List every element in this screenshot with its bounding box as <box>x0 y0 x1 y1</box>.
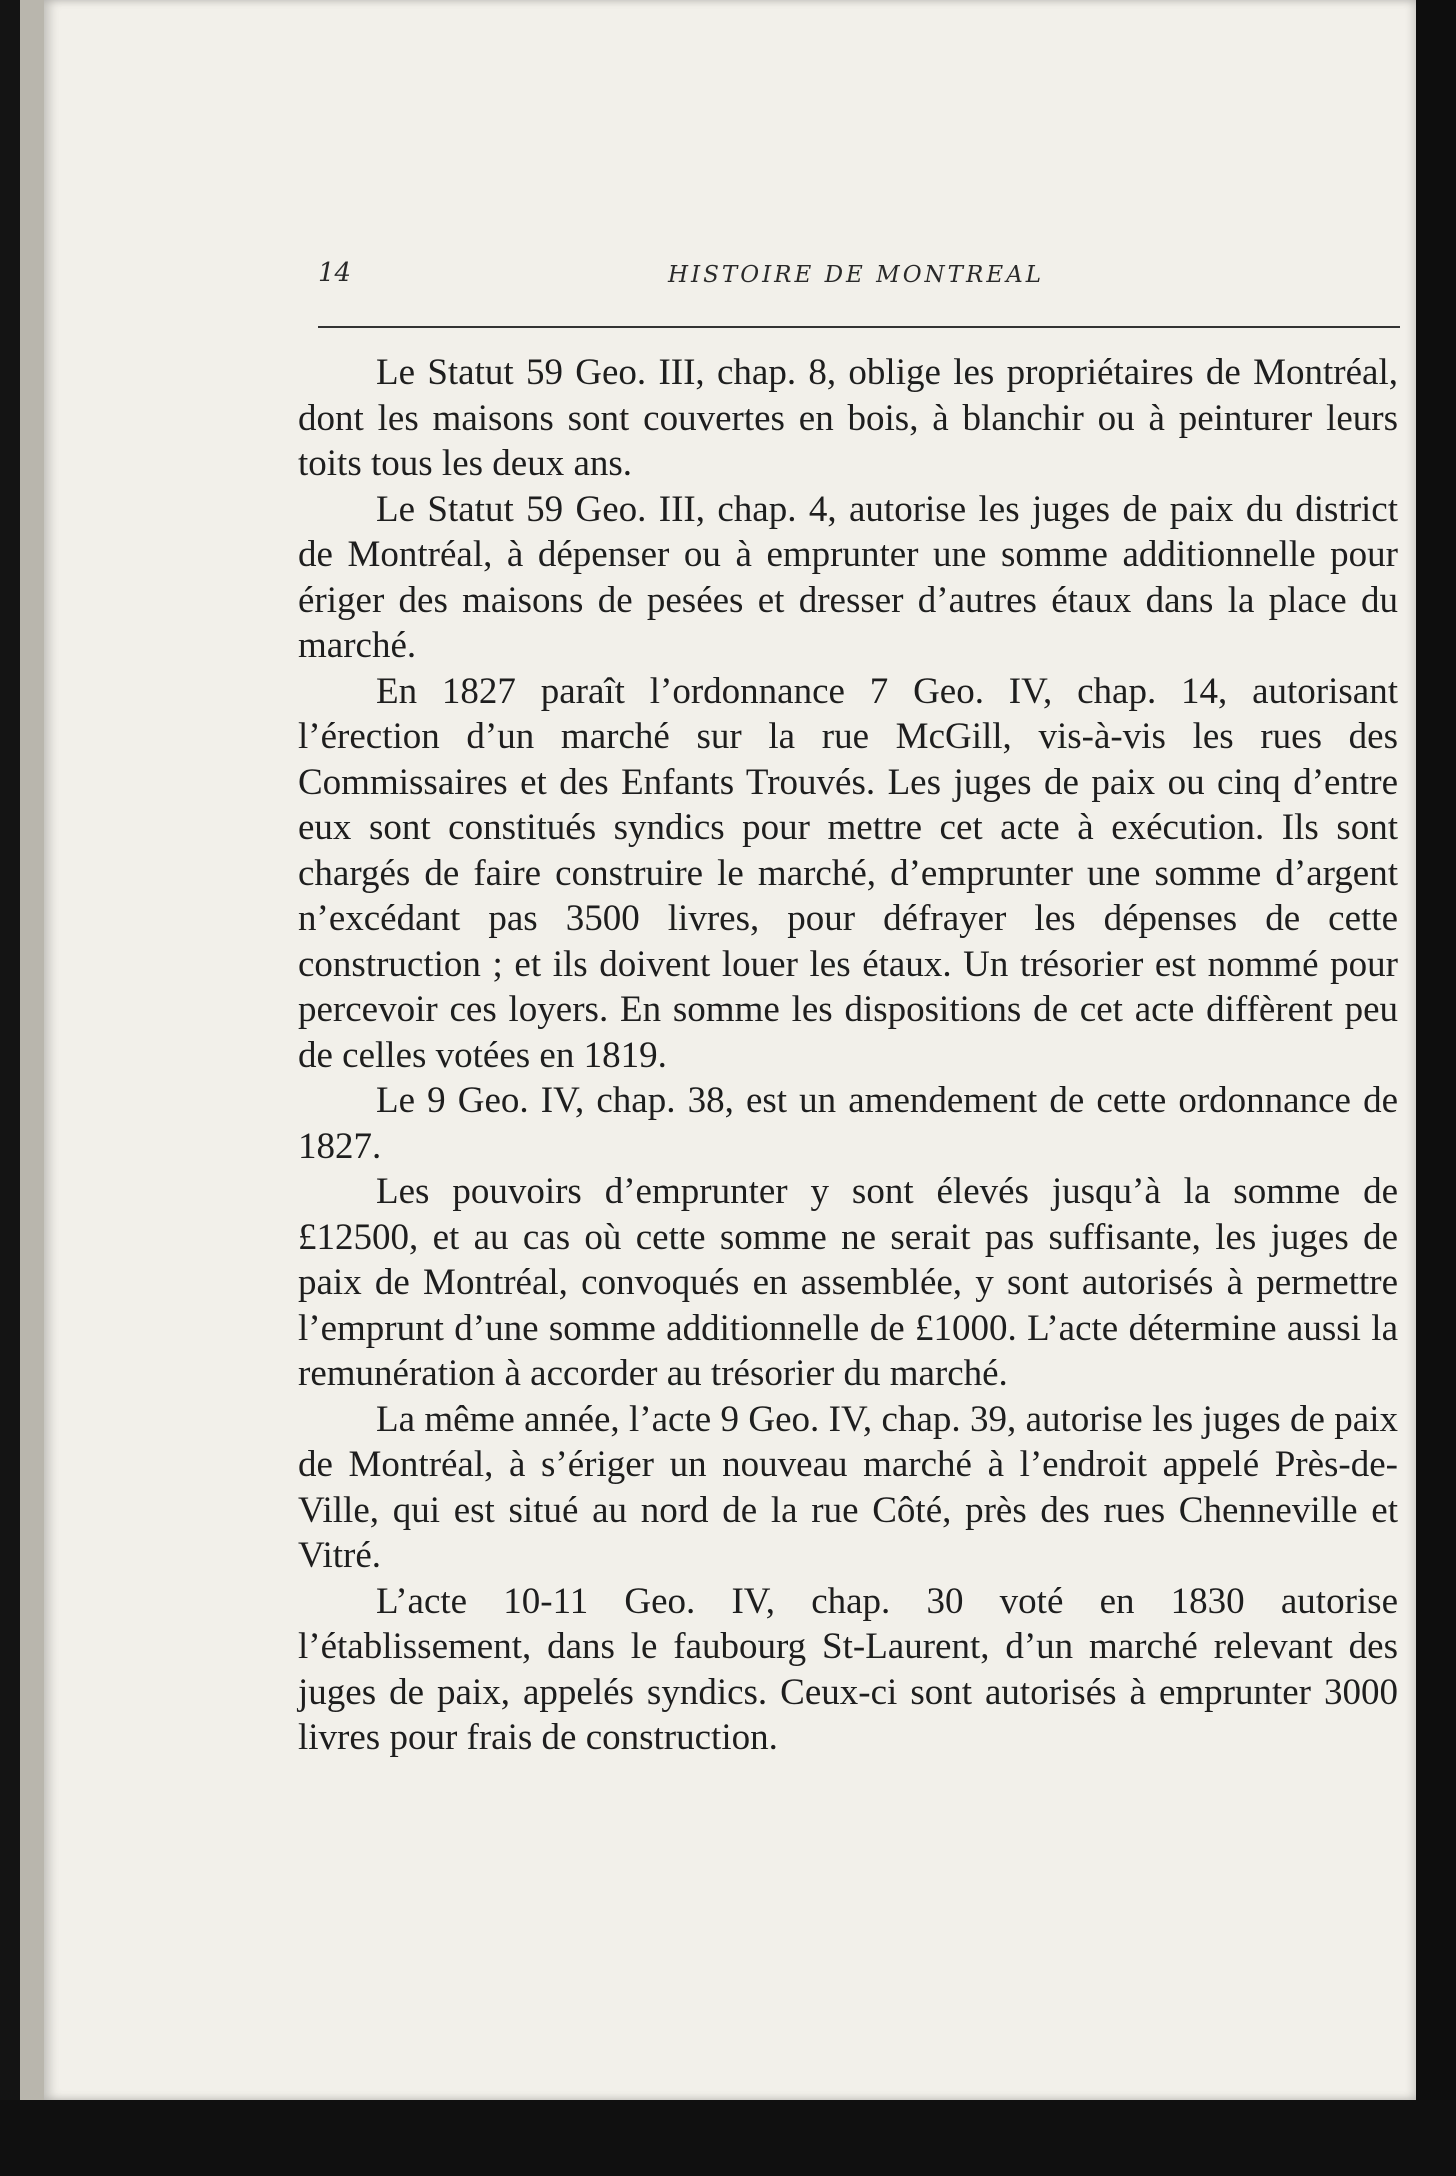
gutter-shadow <box>1416 0 1456 2176</box>
scan-background <box>0 2100 1456 2176</box>
paragraph: En 1827 paraît l’ordonnance 7 Geo. IV, chap. 14, autorisant l’érection d’un marché sur la rue McGill, vis-à-vis les rues des Commissaires et des Enfants Trouvés. Les juges de paix ou cinq d’entre eux sont constitués syndics pour mettre cet acte à exécution. Ils sont chargés de faire construire le marché, d’emprunter une somme d’argent n’excédant pas 3500 livres, pour défrayer les dépenses de cette construction ; et ils doivent louer les étaux. Un trésorier est nommé pour percevoir ces loyers. En somme les dispositions de cet acte diffèrent peu de celles votées en 1819. <box>298 670 1398 1076</box>
page-number: 14 <box>318 258 352 288</box>
paragraph: L’acte 10-11 Geo. IV, chap. 30 voté en 1830 autorise l’établissement, dans le faubourg St-Laurent, d’un marché relevant des juges de paix, appelés syndics. Ceux-ci sont autorisés à emprunter 3000 livres pour frais de construction. <box>298 1580 1398 1758</box>
header-rule <box>318 326 1400 328</box>
body-text <box>298 350 1398 1761</box>
paragraph: Le Statut 59 Geo. III, chap. 4, autorise les juges de paix du district de Montréal, à dépenser ou à emprunter une somme additionnelle pour ériger des maisons de pesées et dresser d’autres étaux dans la place du marché. <box>298 488 1398 666</box>
paragraph: Le 9 Geo. IV, chap. 38, est un amendement de cette ordonnance de 1827. <box>298 1080 1398 1167</box>
paragraph: Le Statut 59 Geo. III, chap. 8, oblige les propriétaires de Montréal, dont les maisons sont couvertes en bois, à blanchir ou à peinturer leurs toits tous les deux ans. <box>298 352 1398 484</box>
running-title: HISTOIRE DE MONTREAL <box>668 262 1045 288</box>
paragraph: La même année, l’acte 9 Geo. IV, chap. 39, autorise les juges de paix de Montréal, à s’ériger un nouveau marché à l’endroit appelé Près-de-Ville, qui est situé au nord de la rue Côté, près des rues Chenneville et Vitré. <box>298 1398 1398 1576</box>
paragraph: Les pouvoirs d’emprunter y sont élevés jusqu’à la somme de £12500, et au cas où cette somme ne serait pas suffisante, les juges de paix de Montréal, convoqués en assemblée, y sont autorisés à permettre l’emprunt d’une somme additionnelle de £1000. L’acte détermine aussi la remunération à accorder au trésorier du marché. <box>298 1171 1398 1394</box>
running-head <box>318 258 1398 298</box>
